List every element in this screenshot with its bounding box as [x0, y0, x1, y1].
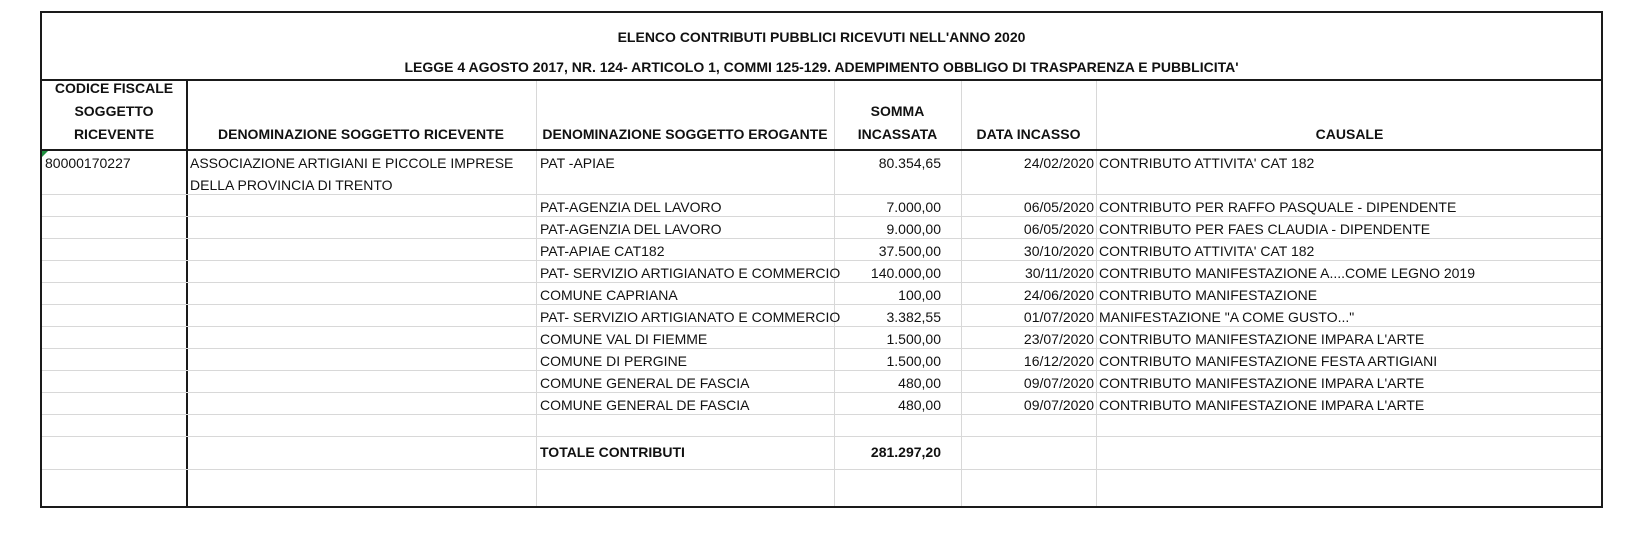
cell-erogante: COMUNE GENERAL DE FASCIA: [540, 397, 750, 413]
cell-data: 24/02/2020: [1023, 155, 1094, 171]
cell-data: 09/07/2020: [1023, 397, 1094, 413]
cell-erogante: PAT-APIAE CAT182: [540, 243, 665, 259]
header-somma: [834, 100, 961, 146]
cell-causale: CONTRIBUTO PER FAES CLAUDIA - DIPENDENTE: [1099, 221, 1431, 237]
cell-somma: 480,00: [898, 375, 941, 391]
cell-data: 16/12/2020: [1023, 353, 1094, 369]
header-somma-line1: SOMMA: [870, 103, 925, 119]
cell-erogante: COMUNE CAPRIANA: [540, 287, 678, 303]
cell-somma: 1.500,00: [886, 353, 941, 369]
total-value: 281.297,20: [870, 444, 941, 460]
cell-erogante: PAT-AGENZIA DEL LAVORO: [540, 221, 722, 237]
header-data-incasso: DATA INCASSO: [976, 126, 1081, 142]
cell-data: 01/07/2020: [1023, 309, 1094, 325]
cell-somma: 3.382,55: [886, 309, 941, 325]
cell-erogante: COMUNE DI PERGINE: [540, 353, 688, 369]
header-codice-line3: RICEVENTE: [73, 126, 155, 142]
cell-erogante: PAT- SERVIZIO ARTIGIANATO E COMMERCIO: [540, 265, 841, 281]
cell-data: 06/05/2020: [1023, 221, 1094, 237]
cell-ricevente-line1: ASSOCIAZIONE ARTIGIANI E PICCOLE IMPRESE: [190, 155, 514, 171]
cell-causale: CONTRIBUTO MANIFESTAZIONE IMPARA L'ARTE: [1099, 375, 1425, 391]
table-header-row: [42, 81, 1601, 151]
cell-causale: CONTRIBUTO MANIFESTAZIONE IMPARA L'ARTE: [1099, 397, 1425, 413]
table-row: [42, 217, 1601, 239]
header-codice-line2: SOGGETTO: [74, 103, 154, 119]
cell-somma: 140.000,00: [870, 265, 941, 281]
table-row: [42, 371, 1601, 393]
header-causale: CAUSALE: [1315, 126, 1384, 142]
cell-data: 23/07/2020: [1023, 331, 1094, 347]
cell-causale: CONTRIBUTO ATTIVITA' CAT 182: [1099, 243, 1315, 259]
header-ricevente: DENOMINAZIONE SOGGETTO RICEVENTE: [218, 126, 504, 142]
cell-somma: 7.000,00: [886, 199, 941, 215]
cell-somma: 80.354,65: [878, 155, 941, 171]
cell-causale: CONTRIBUTO PER RAFFO PASQUALE - DIPENDENTE: [1099, 199, 1457, 215]
cell-erogante: COMUNE GENERAL DE FASCIA: [540, 375, 750, 391]
table-row: [42, 195, 1601, 217]
empty-row: [42, 415, 1601, 437]
table-row: [42, 349, 1601, 371]
cell-ricevente-line2: DELLA PROVINCIA DI TRENTO: [190, 177, 393, 193]
cell-erogante: PAT-AGENZIA DEL LAVORO: [540, 199, 722, 215]
sheet-title: ELENCO CONTRIBUTI PUBBLICI RICEVUTI NELL'ANNO 2020: [617, 29, 1026, 45]
cell-causale: CONTRIBUTO MANIFESTAZIONE A....COME LEGNO 2019: [1099, 265, 1475, 281]
cell-erogante: PAT -APIAE: [540, 155, 615, 171]
cell-codice-fiscale: 80000170227: [45, 155, 131, 171]
cell-data: 06/05/2020: [1023, 199, 1094, 215]
cell-causale: CONTRIBUTO MANIFESTAZIONE: [1099, 287, 1318, 303]
total-row: [42, 437, 1601, 470]
cell-data: 30/10/2020: [1023, 243, 1094, 259]
table-row: [42, 151, 1601, 195]
table-row: [42, 393, 1601, 415]
table-row: [42, 261, 1601, 283]
cell-somma: 480,00: [898, 397, 941, 413]
cell-erogante: COMUNE VAL DI FIEMME: [540, 331, 708, 347]
table-row: [42, 239, 1601, 261]
title-block: [42, 13, 1601, 81]
cell-data: 30/11/2020: [1024, 265, 1094, 281]
table-row: [42, 305, 1601, 327]
cell-ricevente: [190, 151, 513, 196]
cell-somma: 37.500,00: [878, 243, 941, 259]
table-row: [42, 327, 1601, 349]
total-label: TOTALE CONTRIBUTI: [540, 444, 685, 460]
cell-causale: CONTRIBUTO MANIFESTAZIONE IMPARA L'ARTE: [1099, 331, 1425, 347]
cell-data: 24/06/2020: [1023, 287, 1094, 303]
cell-data: 09/07/2020: [1023, 375, 1094, 391]
header-codice-fiscale: [42, 77, 186, 146]
header-erogante: DENOMINAZIONE SOGGETTO EROGANTE: [542, 126, 828, 142]
contributions-sheet: [40, 11, 1603, 508]
cell-erogante: PAT- SERVIZIO ARTIGIANATO E COMMERCIO: [540, 309, 841, 325]
header-somma-line2: INCASSATA: [857, 126, 938, 142]
cell-causale: MANIFESTAZIONE "A COME GUSTO...": [1099, 309, 1355, 325]
cell-somma: 100,00: [898, 287, 941, 303]
table-row: [42, 283, 1601, 305]
cell-somma: 1.500,00: [886, 331, 941, 347]
header-codice-line1: CODICE FISCALE: [54, 80, 174, 96]
cell-somma: 9.000,00: [886, 221, 941, 237]
sheet-subtitle: LEGGE 4 AGOSTO 2017, NR. 124- ARTICOLO 1, COMMI 125-129. ADEMPIMENTO OBBLIGO DI TRASPARENZA E PUBBLICITA': [404, 59, 1239, 75]
cell-causale: CONTRIBUTO ATTIVITA' CAT 182: [1099, 155, 1315, 171]
cell-causale: CONTRIBUTO MANIFESTAZIONE FESTA ARTIGIANI: [1099, 353, 1438, 369]
